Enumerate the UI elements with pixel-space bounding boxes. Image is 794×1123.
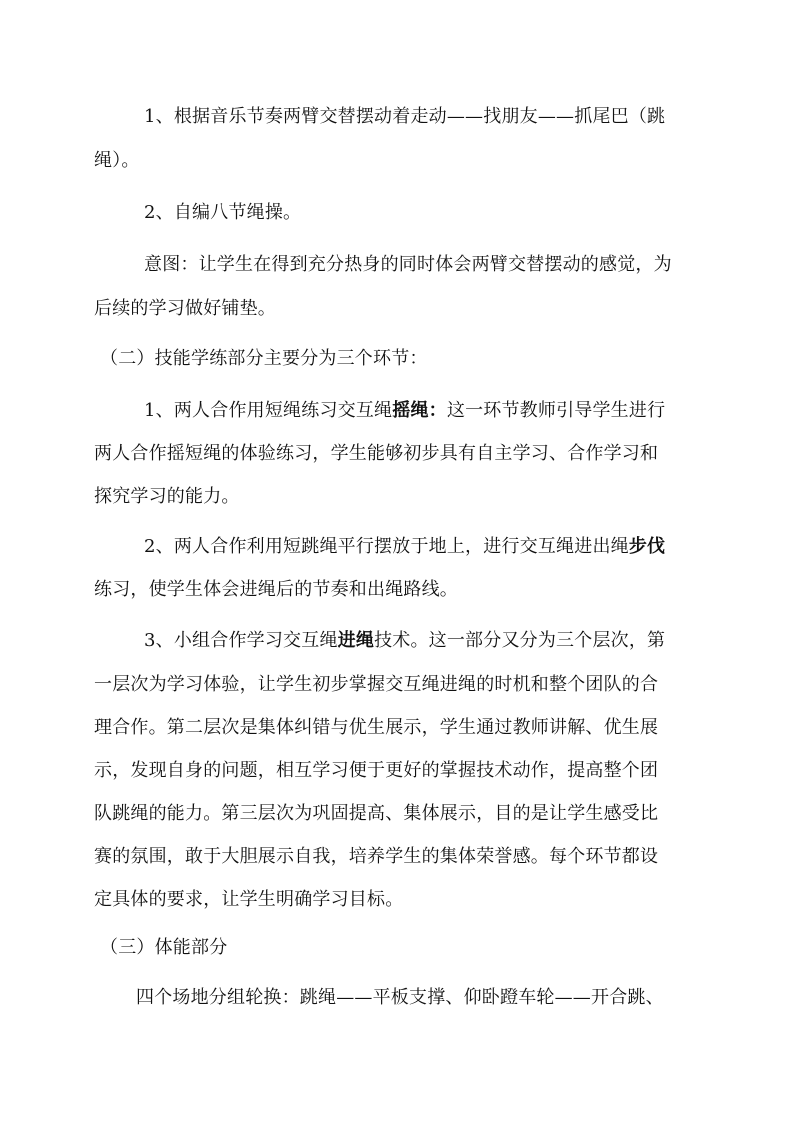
section3-heading: （三）体能部分: [100, 937, 228, 958]
para6-line6: 赛的氛围，敢于大胆展示自我，培养学生的集体荣誉感。每个环节都设: [94, 846, 659, 867]
para4-line1-bold: 摇绳：: [392, 400, 447, 421]
para6-line1-bold: 进绳: [337, 630, 375, 651]
para6-line5: 队跳绳的能力。第三层次为巩固提高、集体展示，目的是让学生感受比: [94, 803, 659, 824]
para5-line1: [144, 534, 665, 560]
para1-line1: 1、根据音乐节奏两臂交替摆动着走动——找朋友——抓尾巴（跳: [144, 106, 666, 127]
para6-line2: 一层次为学习体验，让学生初步掌握交互绳进绳的时机和整个团队的合: [94, 674, 659, 695]
para4-line2: 两人合作摇短绳的体验练习，学生能够初步具有自主学习、合作学习和: [94, 443, 659, 464]
para6-line1: [144, 628, 665, 654]
para6-line3: 理合作。第二层次是集体纠错与优生展示，学生通过教师讲解、优生展: [94, 717, 659, 738]
para2-line1: 2、自编八节绳操。: [144, 202, 302, 223]
para4-line1-text-a: 1、两人合作用短绳练习交互绳: [144, 400, 393, 421]
para5-line2: 练习，使学生体会进绳后的节奏和出绳路线。: [94, 579, 458, 600]
para6-line7: 定具体的要求，让学生明确学习目标。: [94, 889, 404, 910]
para6-line1-text-a: 3、小组合作学习交互绳: [144, 630, 338, 651]
para7-line1: 四个场地分组轮换：跳绳——平板支撑、仰卧蹬车轮——开合跳、: [136, 987, 664, 1008]
para1-line2: 绳）。: [94, 150, 140, 171]
para3-line1: 意图：让学生在得到充分热身的同时体会两臂交替摆动的感觉，为: [144, 254, 672, 275]
para3-line2: 后续的学习做好铺垫。: [94, 298, 276, 319]
para4-line1: [144, 398, 665, 424]
section2-heading: （二）技能学练部分主要分为三个环节：: [100, 348, 428, 369]
para4-line3: 探究学习的能力。: [94, 486, 240, 507]
para5-line1-bold: 步伐: [628, 536, 666, 557]
para6-line1-text-b: 技术。这一部分又分为三个层次，第: [374, 630, 666, 651]
para5-line1-text-a: 2、两人合作利用短跳绳平行摆放于地上，进行交互绳进出绳: [144, 536, 629, 557]
para6-line4: 示，发现自身的问题，相互学习便于更好的掌握技术动作，提高整个团: [94, 760, 659, 781]
para4-line1-text-b: 这一环节教师引导学生进行: [446, 400, 666, 421]
